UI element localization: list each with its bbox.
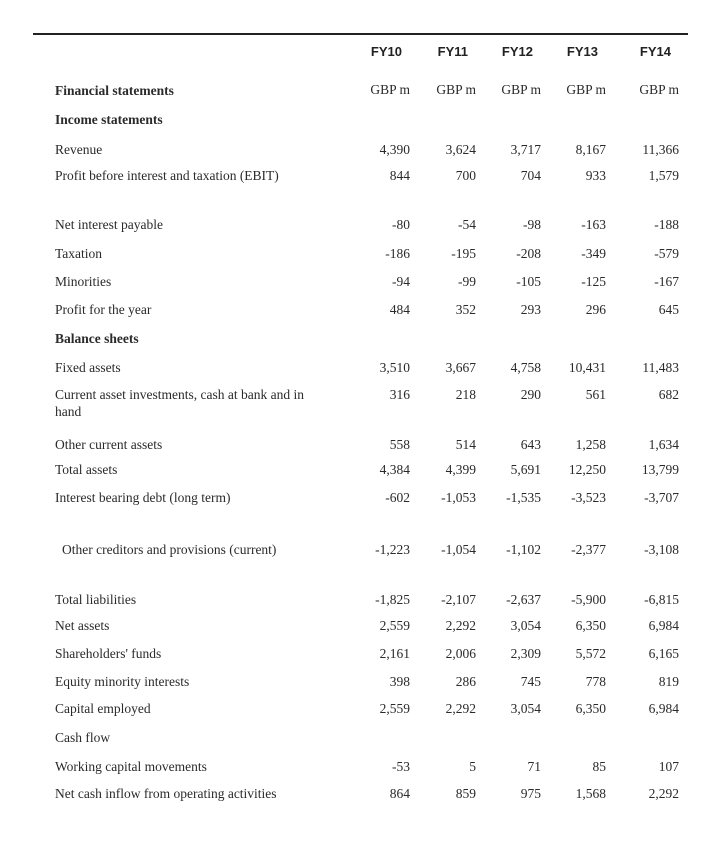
cell-value: 10,431 bbox=[568, 360, 606, 375]
cell-value: 316 bbox=[389, 387, 410, 402]
cell-value: 1,634 bbox=[648, 437, 679, 452]
cell-value: 296 bbox=[585, 302, 606, 317]
cell-value: 643 bbox=[520, 437, 541, 452]
cell-value: 107 bbox=[658, 759, 679, 774]
cell-value: 558 bbox=[389, 437, 410, 452]
unit-label: GBP m bbox=[639, 82, 679, 97]
cell-value: 933 bbox=[585, 168, 606, 183]
cell-value: 1,579 bbox=[648, 168, 679, 183]
column-header: FY10 bbox=[370, 44, 402, 59]
cell-value: 3,624 bbox=[445, 142, 476, 157]
cell-value: 645 bbox=[658, 302, 679, 317]
cell-value: -3,523 bbox=[571, 490, 606, 505]
row-label: Net interest payable bbox=[55, 217, 163, 232]
cell-value: 293 bbox=[520, 302, 541, 317]
row-label: Shareholders' funds bbox=[55, 646, 162, 661]
cell-value: 864 bbox=[389, 786, 410, 801]
cell-value: 484 bbox=[389, 302, 410, 317]
cell-value: 2,006 bbox=[445, 646, 476, 661]
cell-value: 12,250 bbox=[568, 462, 606, 477]
cell-value: -188 bbox=[654, 217, 679, 232]
row-label: Revenue bbox=[55, 142, 103, 157]
cell-value: -3,108 bbox=[644, 542, 679, 557]
cell-value: -94 bbox=[392, 274, 410, 289]
cell-value: 2,292 bbox=[445, 618, 476, 633]
cell-value: 819 bbox=[658, 674, 679, 689]
cell-value: 85 bbox=[592, 759, 606, 774]
cell-value: 2,292 bbox=[445, 701, 476, 716]
cell-value: 778 bbox=[585, 674, 606, 689]
cell-value: 218 bbox=[455, 387, 476, 402]
row-label: Financial statements bbox=[55, 83, 174, 98]
row-label: Other current assets bbox=[55, 437, 163, 452]
cell-value: -195 bbox=[451, 246, 476, 261]
unit-label: GBP m bbox=[436, 82, 476, 97]
column-header: FY11 bbox=[437, 44, 468, 59]
cell-value: -2,637 bbox=[506, 592, 541, 607]
row-label: Equity minority interests bbox=[55, 674, 190, 689]
cell-value: 398 bbox=[389, 674, 410, 689]
cell-value: -167 bbox=[654, 274, 679, 289]
cell-value: -3,707 bbox=[644, 490, 679, 505]
row-label: Net cash inflow from operating activities bbox=[55, 786, 277, 801]
row-label: Net assets bbox=[55, 618, 110, 633]
cell-value: 745 bbox=[520, 674, 541, 689]
cell-value: 13,799 bbox=[641, 462, 679, 477]
cell-value: 6,165 bbox=[648, 646, 679, 661]
cell-value: 3,054 bbox=[510, 701, 541, 716]
cell-value: 6,350 bbox=[575, 701, 606, 716]
row-label: Other creditors and provisions (current) bbox=[62, 542, 277, 557]
row-label: Total liabilities bbox=[55, 592, 137, 607]
cell-value: -5,900 bbox=[571, 592, 606, 607]
cell-value: 352 bbox=[455, 302, 476, 317]
cell-value: 514 bbox=[455, 437, 476, 452]
row-label: Profit before interest and taxation (EBIT) bbox=[55, 168, 279, 183]
cell-value: -1,223 bbox=[375, 542, 410, 557]
row-label: Income statements bbox=[55, 112, 163, 127]
cell-value: 6,984 bbox=[648, 618, 679, 633]
cell-value: 2,161 bbox=[379, 646, 410, 661]
cell-value: 5,691 bbox=[510, 462, 541, 477]
cell-value: 71 bbox=[527, 759, 541, 774]
row-label: Balance sheets bbox=[55, 331, 139, 346]
cell-value: 1,258 bbox=[575, 437, 606, 452]
cell-value: -54 bbox=[458, 217, 476, 232]
row-label: Interest bearing debt (long term) bbox=[55, 490, 231, 505]
top-rule bbox=[33, 33, 688, 35]
cell-value: 704 bbox=[520, 168, 541, 183]
cell-value: 561 bbox=[585, 387, 606, 402]
row-label: Cash flow bbox=[55, 730, 111, 745]
cell-value: 4,399 bbox=[445, 462, 476, 477]
row-label: Minorities bbox=[55, 274, 112, 289]
row-label: Fixed assets bbox=[55, 360, 121, 375]
unit-label: GBP m bbox=[370, 82, 410, 97]
cell-value: -1,825 bbox=[375, 592, 410, 607]
cell-value: 700 bbox=[455, 168, 476, 183]
cell-value: 4,758 bbox=[510, 360, 541, 375]
row-label: Profit for the year bbox=[55, 302, 152, 317]
cell-value: -1,054 bbox=[441, 542, 476, 557]
cell-value: -2,377 bbox=[571, 542, 606, 557]
cell-value: 290 bbox=[520, 387, 541, 402]
cell-value: 11,366 bbox=[642, 142, 679, 157]
cell-value: 3,510 bbox=[379, 360, 410, 375]
cell-value: -1,535 bbox=[506, 490, 541, 505]
cell-value: -99 bbox=[458, 274, 476, 289]
cell-value: 2,292 bbox=[648, 786, 679, 801]
cell-value: -602 bbox=[385, 490, 410, 505]
cell-value: -98 bbox=[523, 217, 541, 232]
column-header: FY12 bbox=[501, 44, 533, 59]
cell-value: -80 bbox=[392, 217, 410, 232]
cell-value: 682 bbox=[658, 387, 679, 402]
cell-value: 6,350 bbox=[575, 618, 606, 633]
cell-value: 2,309 bbox=[510, 646, 541, 661]
cell-value: 3,667 bbox=[445, 360, 476, 375]
cell-value: -105 bbox=[516, 274, 541, 289]
cell-value: 4,384 bbox=[379, 462, 410, 477]
cell-value: -6,815 bbox=[644, 592, 679, 607]
cell-value: 844 bbox=[389, 168, 410, 183]
row-label: Taxation bbox=[55, 246, 103, 261]
cell-value: -125 bbox=[581, 274, 606, 289]
row-label: Capital employed bbox=[55, 701, 151, 716]
cell-value: 286 bbox=[455, 674, 476, 689]
unit-label: GBP m bbox=[501, 82, 541, 97]
column-header: FY13 bbox=[566, 44, 598, 59]
row-label: Current asset investments, cash at bank and in hand bbox=[55, 387, 304, 419]
cell-value: 859 bbox=[455, 786, 476, 801]
cell-value: 975 bbox=[520, 786, 541, 801]
cell-value: 11,483 bbox=[642, 360, 679, 375]
cell-value: -53 bbox=[392, 759, 410, 774]
cell-value: 3,717 bbox=[510, 142, 541, 157]
row-label: Working capital movements bbox=[55, 759, 207, 774]
cell-value: -349 bbox=[581, 246, 606, 261]
column-header: FY14 bbox=[639, 44, 671, 59]
cell-value: -1,102 bbox=[506, 542, 541, 557]
cell-value: 2,559 bbox=[379, 701, 410, 716]
cell-value: 8,167 bbox=[575, 142, 606, 157]
cell-value: -208 bbox=[516, 246, 541, 261]
row-label: Total assets bbox=[55, 462, 118, 477]
cell-value: 6,984 bbox=[648, 701, 679, 716]
cell-value: -2,107 bbox=[441, 592, 476, 607]
cell-value: 4,390 bbox=[379, 142, 410, 157]
cell-value: 5,572 bbox=[575, 646, 606, 661]
cell-value: -1,053 bbox=[441, 490, 476, 505]
cell-value: -163 bbox=[581, 217, 606, 232]
cell-value: 5 bbox=[469, 759, 476, 774]
cell-value: -579 bbox=[654, 246, 679, 261]
cell-value: 3,054 bbox=[510, 618, 541, 633]
unit-label: GBP m bbox=[566, 82, 606, 97]
cell-value: 1,568 bbox=[575, 786, 606, 801]
cell-value: -186 bbox=[385, 246, 410, 261]
cell-value: 2,559 bbox=[379, 618, 410, 633]
